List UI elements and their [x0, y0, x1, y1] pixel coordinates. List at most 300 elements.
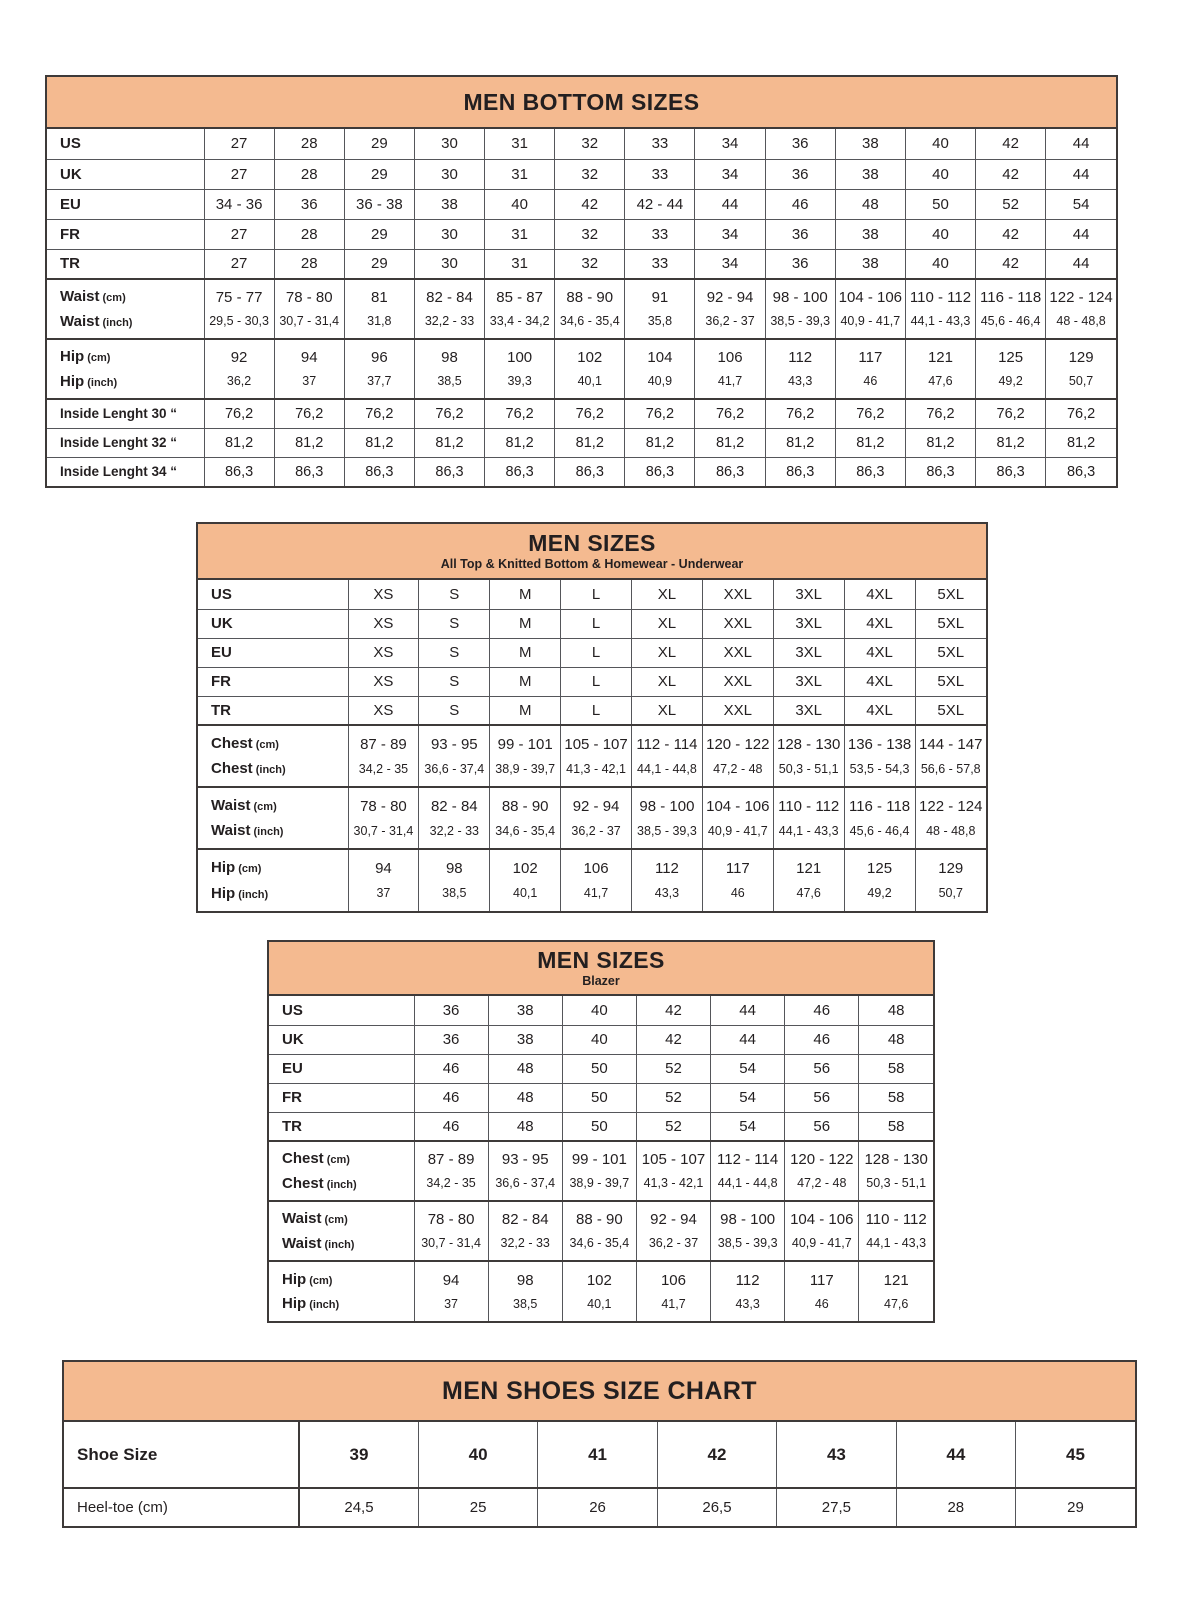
table-cell: 50: [905, 189, 975, 219]
table-cell: 29: [344, 129, 414, 159]
table-cell: 78 - 80 30,7 - 31,4: [348, 787, 419, 849]
row-label: Waist (cm) Waist (inch): [198, 787, 348, 849]
table-cell: 38: [835, 249, 905, 279]
table-cell: 48: [488, 1083, 562, 1112]
table-cell: 94 37: [414, 1261, 488, 1321]
table-cell: 44: [711, 996, 785, 1025]
table-cell: 54: [1046, 189, 1116, 219]
table-row: [269, 996, 933, 1025]
table-cell: 54: [711, 1112, 785, 1141]
table-cell: 48: [859, 1025, 933, 1054]
row-label: US: [198, 580, 348, 609]
table-cell: XXL: [702, 580, 773, 609]
table-cell: 81,2: [976, 428, 1046, 457]
table-cell: 29: [1016, 1488, 1135, 1526]
table-cell: 76,2: [344, 399, 414, 428]
table-cell: 98 - 100 38,5 - 39,3: [632, 787, 703, 849]
row-label: UK: [198, 609, 348, 638]
table-cell: 39: [299, 1422, 418, 1488]
table-row: [198, 787, 986, 849]
table-cell: 86,3: [344, 457, 414, 486]
table-cell: 87 - 89 34,2 - 35: [414, 1141, 488, 1201]
table-row: [47, 219, 1116, 249]
row-label: Inside Lenght 34 “: [47, 457, 204, 486]
table-cell: 28: [274, 249, 344, 279]
table-row: [269, 1141, 933, 1201]
table-cell: XL: [632, 580, 703, 609]
table-cell: 5XL: [915, 696, 986, 725]
table-cell: 85 - 87 33,4 - 34,2: [485, 279, 555, 339]
table-cell: 88 - 90 34,6 - 35,4: [490, 787, 561, 849]
table-cell: 122 - 124 48 - 48,8: [915, 787, 986, 849]
men-bottom-sizes-table: [47, 129, 1116, 486]
table-cell: 104 40,9: [625, 339, 695, 399]
row-label: Inside Lenght 32 “: [47, 428, 204, 457]
table-cell: 94 37: [348, 849, 419, 911]
table-cell: 106 41,7: [636, 1261, 710, 1321]
table-cell: L: [561, 696, 632, 725]
table-cell: 46: [785, 1025, 859, 1054]
table-cell: 26: [538, 1488, 657, 1526]
table-cell: 52: [976, 189, 1046, 219]
table-cell: 27,5: [777, 1488, 896, 1526]
table-cell: 5XL: [915, 638, 986, 667]
row-label: Waist (cm) Waist (inch): [269, 1201, 414, 1261]
table-cell: 125 49,2: [976, 339, 1046, 399]
table-cell: 48: [488, 1112, 562, 1141]
table-cell: 104 - 106 40,9 - 41,7: [702, 787, 773, 849]
table-cell: 136 - 138 53,5 - 54,3: [844, 725, 915, 787]
table-cell: 3XL: [773, 696, 844, 725]
table-cell: 27: [204, 219, 274, 249]
table-title: MEN BOTTOM SIZES: [463, 88, 700, 115]
table-row: [198, 667, 986, 696]
table-cell: 34: [695, 219, 765, 249]
table-cell: M: [490, 696, 561, 725]
table-cell: 112 43,3: [765, 339, 835, 399]
table-cell: XL: [632, 609, 703, 638]
row-label: TR: [269, 1112, 414, 1141]
table-cell: 36: [765, 219, 835, 249]
row-label: FR: [47, 219, 204, 249]
table-cell: 36 - 38: [344, 189, 414, 219]
table-cell: 30: [414, 159, 484, 189]
table-cell: 40: [905, 249, 975, 279]
table-cell: XS: [348, 580, 419, 609]
table-cell: 86,3: [485, 457, 555, 486]
men-shoes-title-band: [64, 1362, 1135, 1422]
table-cell: 4XL: [844, 667, 915, 696]
table-cell: 75 - 77 29,5 - 30,3: [204, 279, 274, 339]
table-cell: 117 46: [835, 339, 905, 399]
table-cell: 32: [555, 129, 625, 159]
table-cell: XXL: [702, 609, 773, 638]
row-label: UK: [47, 159, 204, 189]
table-cell: 88 - 90 34,6 - 35,4: [555, 279, 625, 339]
table-cell: S: [419, 667, 490, 696]
table-cell: 86,3: [1046, 457, 1116, 486]
table-cell: 29: [344, 219, 414, 249]
table-cell: S: [419, 580, 490, 609]
table-cell: 120 - 122 47,2 - 48: [785, 1141, 859, 1201]
table-cell: 58: [859, 1054, 933, 1083]
table-cell: 129 50,7: [915, 849, 986, 911]
table-cell: 120 - 122 47,2 - 48: [702, 725, 773, 787]
table-cell: 46: [765, 189, 835, 219]
table-cell: 36: [414, 996, 488, 1025]
row-label: TR: [198, 696, 348, 725]
table-cell: 46: [414, 1112, 488, 1141]
table-cell: L: [561, 580, 632, 609]
men-sizes-blazer-section: [267, 940, 935, 1323]
table-cell: 102 40,1: [562, 1261, 636, 1321]
table-cell: 128 - 130 50,3 - 51,1: [773, 725, 844, 787]
table-cell: 40: [562, 1025, 636, 1054]
table-cell: 104 - 106 40,9 - 41,7: [785, 1201, 859, 1261]
table-cell: 112 43,3: [711, 1261, 785, 1321]
table-cell: 76,2: [625, 399, 695, 428]
table-cell: 86,3: [274, 457, 344, 486]
table-row: [269, 1054, 933, 1083]
table-cell: 42 - 44: [625, 189, 695, 219]
table-row: [64, 1488, 1135, 1526]
men-sizes-blazer-title-band: [269, 942, 933, 996]
table-cell: 42: [636, 1025, 710, 1054]
table-cell: 52: [636, 1054, 710, 1083]
table-cell: 32: [555, 159, 625, 189]
table-cell: XS: [348, 609, 419, 638]
table-cell: 24,5: [299, 1488, 418, 1526]
table-cell: 86,3: [695, 457, 765, 486]
table-cell: 81,2: [344, 428, 414, 457]
table-cell: 5XL: [915, 667, 986, 696]
table-cell: XXL: [702, 638, 773, 667]
table-cell: 86,3: [625, 457, 695, 486]
table-cell: 56: [785, 1083, 859, 1112]
table-cell: 48: [859, 996, 933, 1025]
table-cell: XL: [632, 696, 703, 725]
table-cell: 4XL: [844, 696, 915, 725]
table-cell: 46: [414, 1083, 488, 1112]
table-cell: 3XL: [773, 667, 844, 696]
table-cell: XS: [348, 696, 419, 725]
table-cell: 82 - 84 32,2 - 33: [414, 279, 484, 339]
table-cell: 31: [485, 219, 555, 249]
table-cell: 30: [414, 219, 484, 249]
table-cell: 76,2: [414, 399, 484, 428]
table-cell: 122 - 124 48 - 48,8: [1046, 279, 1116, 339]
row-label: Inside Lenght 30 “: [47, 399, 204, 428]
table-cell: S: [419, 609, 490, 638]
table-cell: 43: [777, 1422, 896, 1488]
table-cell: 25: [418, 1488, 537, 1526]
table-cell: 104 - 106 40,9 - 41,7: [835, 279, 905, 339]
table-cell: 50: [562, 1112, 636, 1141]
table-cell: 128 - 130 50,3 - 51,1: [859, 1141, 933, 1201]
men-bottom-sizes-title-band: [47, 77, 1116, 129]
table-cell: 88 - 90 34,6 - 35,4: [562, 1201, 636, 1261]
table-cell: 76,2: [976, 399, 1046, 428]
table-row: [269, 1083, 933, 1112]
table-cell: 78 - 80 30,7 - 31,4: [414, 1201, 488, 1261]
table-cell: 40: [562, 996, 636, 1025]
table-row: [47, 428, 1116, 457]
table-cell: 92 - 94 36,2 - 37: [636, 1201, 710, 1261]
table-cell: 112 - 114 44,1 - 44,8: [711, 1141, 785, 1201]
table-row: [198, 849, 986, 911]
table-cell: 44: [896, 1422, 1015, 1488]
table-cell: S: [419, 638, 490, 667]
table-cell: 36: [765, 249, 835, 279]
table-cell: 86,3: [835, 457, 905, 486]
row-label: Chest (cm) Chest (inch): [198, 725, 348, 787]
table-cell: 87 - 89 34,2 - 35: [348, 725, 419, 787]
table-cell: 31: [485, 129, 555, 159]
table-row: [198, 696, 986, 725]
table-cell: 121 47,6: [905, 339, 975, 399]
table-cell: 38: [414, 189, 484, 219]
table-cell: 76,2: [485, 399, 555, 428]
table-cell: 93 - 95 36,6 - 37,4: [488, 1141, 562, 1201]
table-cell: L: [561, 638, 632, 667]
table-row: [198, 725, 986, 787]
table-cell: 81,2: [274, 428, 344, 457]
table-cell: 92 - 94 36,2 - 37: [561, 787, 632, 849]
table-cell: 40: [905, 159, 975, 189]
table-cell: 30: [414, 249, 484, 279]
table-row: [198, 580, 986, 609]
table-cell: 3XL: [773, 609, 844, 638]
table-cell: 26,5: [657, 1488, 776, 1526]
table-cell: 102 40,1: [555, 339, 625, 399]
table-cell: XXL: [702, 667, 773, 696]
table-cell: 28: [274, 129, 344, 159]
table-cell: 54: [711, 1083, 785, 1112]
table-cell: XL: [632, 638, 703, 667]
row-label: UK: [269, 1025, 414, 1054]
table-cell: 34: [695, 159, 765, 189]
table-cell: 92 36,2: [204, 339, 274, 399]
table-cell: 54: [711, 1054, 785, 1083]
table-cell: 81,2: [555, 428, 625, 457]
table-cell: 38: [488, 996, 562, 1025]
table-cell: M: [490, 609, 561, 638]
table-cell: 98 38,5: [414, 339, 484, 399]
table-cell: 144 - 147 56,6 - 57,8: [915, 725, 986, 787]
table-cell: L: [561, 609, 632, 638]
table-cell: 86,3: [905, 457, 975, 486]
table-cell: 81,2: [905, 428, 975, 457]
table-cell: 50: [562, 1083, 636, 1112]
table-title: MEN SHOES SIZE CHART: [442, 1376, 757, 1405]
table-cell: 40: [905, 129, 975, 159]
table-cell: 86,3: [204, 457, 274, 486]
table-cell: 112 - 114 44,1 - 44,8: [632, 725, 703, 787]
table-cell: 81,2: [414, 428, 484, 457]
table-cell: 38: [835, 219, 905, 249]
table-cell: 40: [905, 219, 975, 249]
table-cell: 100 39,3: [485, 339, 555, 399]
table-cell: 98 38,5: [488, 1261, 562, 1321]
table-row: [269, 1261, 933, 1321]
table-cell: 76,2: [555, 399, 625, 428]
table-cell: L: [561, 667, 632, 696]
table-cell: 34: [695, 129, 765, 159]
men-sizes-tops-table: [198, 580, 986, 911]
table-cell: 121 47,6: [859, 1261, 933, 1321]
table-cell: 4XL: [844, 638, 915, 667]
table-cell: 33: [625, 159, 695, 189]
table-cell: M: [490, 580, 561, 609]
table-cell: 76,2: [905, 399, 975, 428]
table-row: [64, 1422, 1135, 1488]
row-label: EU: [198, 638, 348, 667]
table-cell: 44: [1046, 159, 1116, 189]
table-cell: 117 46: [785, 1261, 859, 1321]
table-cell: 33: [625, 219, 695, 249]
men-shoes-size-chart-section: [62, 1360, 1137, 1528]
table-row: [47, 457, 1116, 486]
table-cell: 44: [711, 1025, 785, 1054]
table-cell: 45: [1016, 1422, 1135, 1488]
table-cell: 76,2: [204, 399, 274, 428]
table-title: MEN SIZES: [537, 946, 665, 973]
table-row: [198, 638, 986, 667]
table-cell: XS: [348, 667, 419, 696]
table-cell: 86,3: [555, 457, 625, 486]
table-cell: M: [490, 638, 561, 667]
table-cell: 96 37,7: [344, 339, 414, 399]
table-cell: 112 43,3: [632, 849, 703, 911]
table-row: [47, 339, 1116, 399]
table-cell: 81,2: [1046, 428, 1116, 457]
table-cell: 34: [695, 249, 765, 279]
row-label: TR: [47, 249, 204, 279]
table-cell: 31: [485, 249, 555, 279]
table-cell: 27: [204, 249, 274, 279]
table-cell: 116 - 118 45,6 - 46,4: [976, 279, 1046, 339]
table-cell: 56: [785, 1054, 859, 1083]
table-cell: 38: [835, 159, 905, 189]
table-cell: XS: [348, 638, 419, 667]
men-bottom-sizes-section: [45, 75, 1118, 488]
table-cell: 5XL: [915, 580, 986, 609]
table-cell: 99 - 101 38,9 - 39,7: [562, 1141, 636, 1201]
table-cell: 110 - 112 44,1 - 43,3: [905, 279, 975, 339]
table-cell: 91 35,8: [625, 279, 695, 339]
table-title: MEN SIZES: [528, 529, 656, 556]
table-cell: 27: [204, 129, 274, 159]
table-cell: 81,2: [204, 428, 274, 457]
table-cell: 105 - 107 41,3 - 42,1: [561, 725, 632, 787]
table-cell: 29: [344, 249, 414, 279]
table-cell: 32: [555, 249, 625, 279]
table-cell: 81,2: [765, 428, 835, 457]
table-cell: 58: [859, 1083, 933, 1112]
table-row: [47, 279, 1116, 339]
table-subtitle: All Top & Knitted Bottom & Homewear - Underwear: [440, 557, 744, 572]
table-cell: 76,2: [765, 399, 835, 428]
row-label: FR: [269, 1083, 414, 1112]
table-cell: 86,3: [976, 457, 1046, 486]
table-cell: 86,3: [765, 457, 835, 486]
table-cell: 94 37: [274, 339, 344, 399]
table-cell: 27: [204, 159, 274, 189]
table-cell: 50: [562, 1054, 636, 1083]
table-cell: 117 46: [702, 849, 773, 911]
table-cell: 40: [418, 1422, 537, 1488]
row-label: Hip (cm) Hip (inch): [47, 339, 204, 399]
men-shoes-size-chart-table: [64, 1422, 1135, 1526]
table-cell: 76,2: [835, 399, 905, 428]
table-cell: 38: [488, 1025, 562, 1054]
table-cell: 48: [835, 189, 905, 219]
table-cell: 41: [538, 1422, 657, 1488]
table-row: [198, 609, 986, 638]
table-cell: 76,2: [274, 399, 344, 428]
table-row: [47, 399, 1116, 428]
table-cell: 52: [636, 1083, 710, 1112]
table-cell: 42: [636, 996, 710, 1025]
table-cell: 106 41,7: [695, 339, 765, 399]
row-label: EU: [269, 1054, 414, 1083]
table-cell: 31: [485, 159, 555, 189]
table-row: [47, 249, 1116, 279]
table-cell: M: [490, 667, 561, 696]
table-row: [269, 1201, 933, 1261]
table-cell: 33: [625, 129, 695, 159]
table-cell: 81,2: [485, 428, 555, 457]
row-label: FR: [198, 667, 348, 696]
men-sizes-tops-title-band: [198, 524, 986, 580]
table-cell: 76,2: [695, 399, 765, 428]
table-cell: 93 - 95 36,6 - 37,4: [419, 725, 490, 787]
table-cell: 36: [274, 189, 344, 219]
table-cell: 33: [625, 249, 695, 279]
table-cell: 28: [274, 159, 344, 189]
row-label: Chest (cm) Chest (inch): [269, 1141, 414, 1201]
table-cell: 102 40,1: [490, 849, 561, 911]
table-cell: 44: [1046, 249, 1116, 279]
table-row: [269, 1025, 933, 1054]
table-cell: 36: [414, 1025, 488, 1054]
table-row: [47, 159, 1116, 189]
table-cell: 28: [896, 1488, 1015, 1526]
table-cell: 81,2: [835, 428, 905, 457]
row-label: Shoe Size: [64, 1422, 299, 1488]
men-sizes-blazer-table: [269, 996, 933, 1321]
table-cell: 32: [555, 219, 625, 249]
table-cell: 106 41,7: [561, 849, 632, 911]
table-cell: 81 31,8: [344, 279, 414, 339]
table-cell: 4XL: [844, 580, 915, 609]
row-label: Hip (cm) Hip (inch): [198, 849, 348, 911]
table-cell: 110 - 112 44,1 - 43,3: [859, 1201, 933, 1261]
table-cell: 3XL: [773, 580, 844, 609]
row-label: Waist (cm) Waist (inch): [47, 279, 204, 339]
table-cell: 99 - 101 38,9 - 39,7: [490, 725, 561, 787]
table-cell: 5XL: [915, 609, 986, 638]
row-label: US: [269, 996, 414, 1025]
table-row: [269, 1112, 933, 1141]
table-cell: 98 - 100 38,5 - 39,3: [711, 1201, 785, 1261]
table-cell: 28: [274, 219, 344, 249]
table-cell: 44: [1046, 129, 1116, 159]
table-cell: 38: [835, 129, 905, 159]
table-cell: 121 47,6: [773, 849, 844, 911]
table-cell: 42: [976, 219, 1046, 249]
table-cell: 76,2: [1046, 399, 1116, 428]
